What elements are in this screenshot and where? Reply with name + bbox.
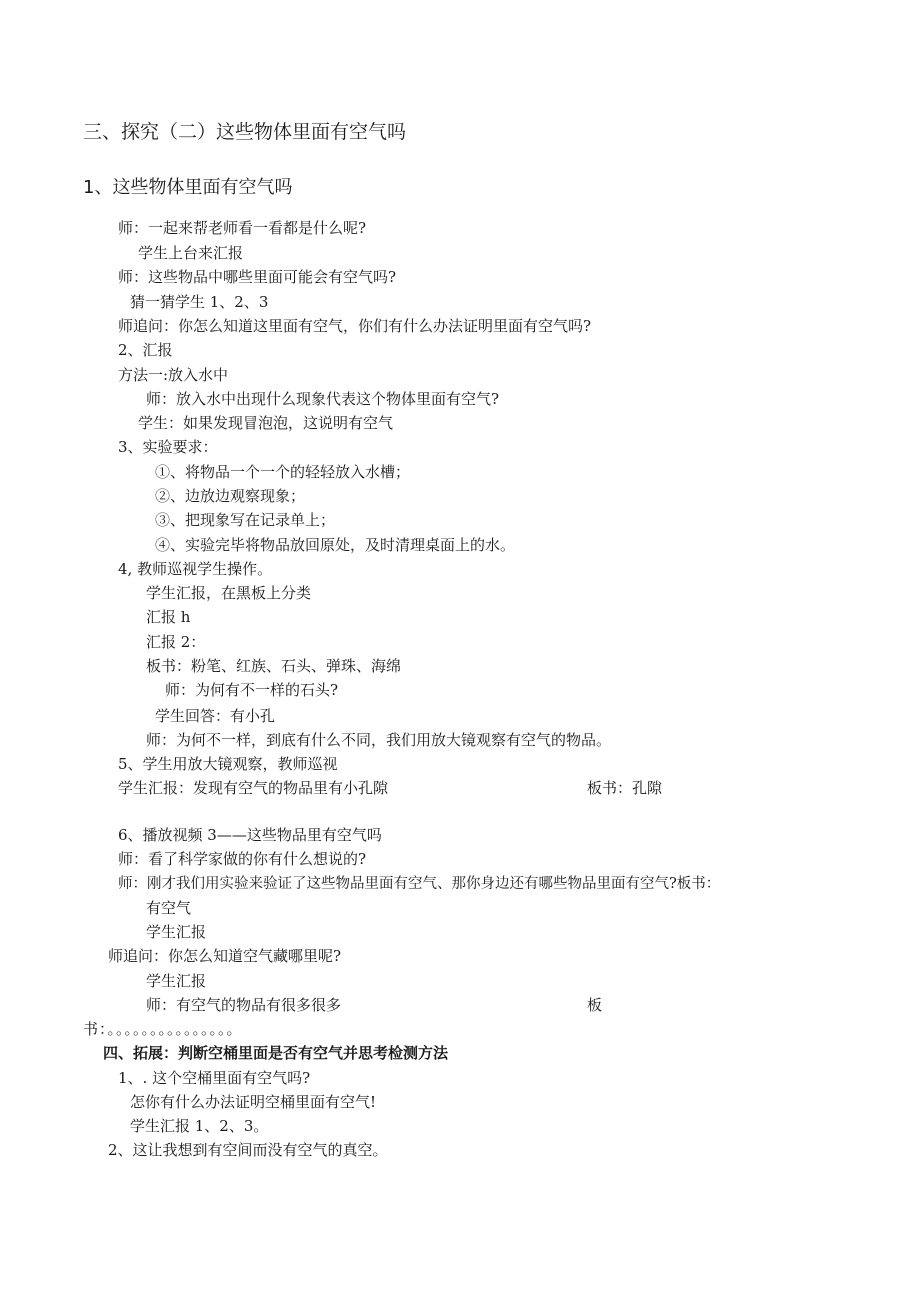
section-3-heading: 三、探究（二）这些物体里面有空气吗 (83, 121, 407, 143)
text-line: 1、. 这个空桶里面有空气吗? (118, 1069, 311, 1087)
text-line: ④、实验完毕将物品放回原处，及时清理桌面上的水。 (155, 536, 516, 554)
text-line: 猜一猜学生 1、2、3 (130, 293, 269, 311)
text-line: 师：有空气的物品有很多很多 (146, 996, 342, 1014)
text-line: 汇报 h (146, 608, 191, 626)
text-line: 学生汇报 (146, 972, 207, 990)
text-line: 学生回答：有小孔 (155, 707, 276, 725)
text-line: 师：放入水中出现什么现象代表这个物体里面有空气? (146, 390, 500, 408)
text-line: 5、学生用放大镜观察，教师巡视 (118, 755, 338, 773)
text-line: 学生汇报：发现有空气的物品里有小孔隙 (118, 779, 389, 797)
text-line: 师追问：你怎么知道这里面有空气，你们有什么办法证明里面有空气吗? (118, 317, 592, 335)
text-line: 2、这让我想到有空间而没有空气的真空。 (108, 1141, 388, 1159)
text-line: 学生上台来汇报 (138, 244, 244, 262)
section-4-heading: 四、拓展：判断空桶里面是否有空气并思考检测方法 (103, 1044, 449, 1062)
text-line: 板书：粉笔、红族、石头、弹珠、海绵 (146, 657, 402, 675)
text-line: 师追问：你怎么知道空气藏哪里呢? (108, 947, 342, 965)
text-line: ③、把现象写在记录单上； (155, 511, 336, 529)
text-line: 学生汇报 (146, 923, 207, 941)
text-line: 4, 教师巡视学生操作。 (118, 560, 273, 578)
text-line: 师：为何不一样，到底有什么不同，我们用放大镜观察有空气的物品。 (146, 731, 612, 749)
text-line: 书：。。。。。。。。。。。。。。。 (83, 1020, 243, 1038)
text-line: 怎你有什么办法证明空桶里面有空气! (130, 1093, 377, 1111)
text-line: 师：刚才我们用实验来验证了这些物品里面有空气、那你身边还有哪些物品里面有空气?板书： (118, 876, 721, 892)
text-line: 学生汇报，在黑板上分类 (146, 584, 312, 602)
text-line: ②、边放边观察现象； (155, 487, 306, 505)
text-line: 板 (587, 996, 603, 1014)
text-line: 方法一:放入水中 (118, 366, 229, 384)
text-line: ①、将物品一个一个的轻轻放入水槽； (155, 463, 411, 481)
text-line: 师：这些物品中哪些里面可能会有空气吗? (118, 268, 397, 286)
text-line: 2、汇报 (118, 341, 173, 359)
text-line: 6、播放视频 3——这些物品里有空气吗 (118, 826, 382, 844)
text-line: 师：一起来帮老师看一看都是什么呢? (118, 219, 367, 237)
text-line: 师：为何有不一样的石头? (165, 681, 339, 699)
text-line: 汇报 2： (146, 633, 206, 651)
text-line: 板书：孔隙 (587, 779, 663, 797)
text-line: 3、实验要求： (118, 438, 218, 456)
text-line: 有空气 (146, 899, 192, 917)
text-line: 学生汇报 1、2、3。 (130, 1117, 269, 1135)
text-line: 师：看了科学家做的你有什么想说的? (118, 850, 367, 868)
text-line: 学生：如果发现冒泡泡，这说明有空气 (138, 414, 394, 432)
subsection-1-heading: 1、这些物体里面有空气吗 (83, 177, 293, 198)
